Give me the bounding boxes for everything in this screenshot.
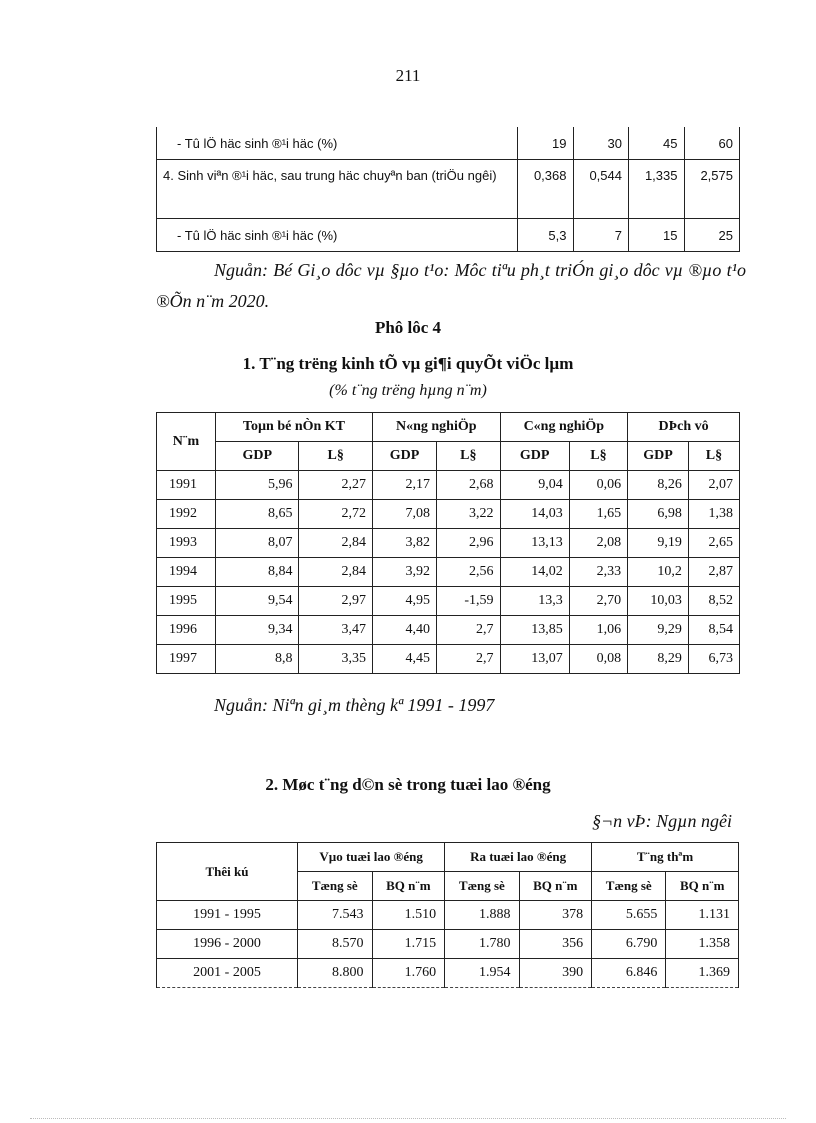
- growth-table: [156, 412, 740, 674]
- table-cell: 2,17: [372, 471, 436, 500]
- table-cell: 1.888: [445, 901, 519, 930]
- unit-note: §¬n vÞ: Ngµn ngêi: [592, 811, 732, 831]
- row-label: 1992: [157, 500, 216, 529]
- table-cell: 5,3: [518, 219, 574, 252]
- table-cell: 0,544: [573, 160, 629, 219]
- table-cell: 6.846: [592, 959, 666, 988]
- column-header: GDP: [500, 442, 569, 471]
- table-cell: 2,07: [688, 471, 739, 500]
- header-row: [157, 843, 739, 872]
- table-cell: 30: [573, 127, 629, 160]
- row-label: 1993: [157, 529, 216, 558]
- table-row: [157, 160, 740, 219]
- column-header: L§: [299, 442, 373, 471]
- table-cell: 1.760: [372, 959, 445, 988]
- table-cell: 6.790: [592, 930, 666, 959]
- table-cell: 8.800: [298, 959, 373, 988]
- table-cell: 13,3: [500, 587, 569, 616]
- table-cell: 7: [573, 219, 629, 252]
- table-cell: 3,92: [372, 558, 436, 587]
- table-cell: 6,98: [628, 500, 689, 529]
- table-cell: 3,22: [437, 500, 501, 529]
- table-cell: 10,03: [628, 587, 689, 616]
- table-cell: 4,40: [372, 616, 436, 645]
- row-label: 4. Sinh viªn ®¹i häc, sau trung häc chuyªn ban (triÖu ngêi): [157, 160, 518, 219]
- table-cell: 1.954: [445, 959, 519, 988]
- table-cell: 7.543: [298, 901, 373, 930]
- table-cell: 1.358: [666, 930, 739, 959]
- table-cell: 2,7: [437, 616, 501, 645]
- table-cell: 0,368: [518, 160, 574, 219]
- table-cell: -1,59: [437, 587, 501, 616]
- table-cell: 14,02: [500, 558, 569, 587]
- table-cell: 9,54: [216, 587, 299, 616]
- table-cell: 0,08: [569, 645, 627, 674]
- table-cell: 1,38: [688, 500, 739, 529]
- table-cell: 2,68: [437, 471, 501, 500]
- table-cell: 8.570: [298, 930, 373, 959]
- header-row: [157, 442, 740, 471]
- table-cell: 7,08: [372, 500, 436, 529]
- row-label: 1996: [157, 616, 216, 645]
- table-cell: 2,27: [299, 471, 373, 500]
- table-cell: 15: [629, 219, 685, 252]
- column-header: GDP: [372, 442, 436, 471]
- appendix-title: Phô lôc 4: [374, 318, 442, 337]
- table-cell: 1.131: [666, 901, 739, 930]
- table-cell: 13,13: [500, 529, 569, 558]
- source-note: Nguån: Bé Gi¸o dôc vµ §µo t¹o: Môc tiªu ph¸t triÓn gi¸o dôc vµ ®µo t¹o ®Õn n¨m 2020.: [156, 260, 746, 311]
- column-header: L§: [437, 442, 501, 471]
- table-cell: 3,47: [299, 616, 373, 645]
- table-cell: 2,84: [299, 529, 373, 558]
- table-cell: 2,72: [299, 500, 373, 529]
- table-cell: 0,06: [569, 471, 627, 500]
- column-header: Tæng sè: [445, 872, 519, 901]
- column-header: Tæng sè: [298, 872, 373, 901]
- table-row: [157, 959, 739, 988]
- growth-table-subtitle: (% t¨ng trëng hµng n¨m): [329, 382, 487, 399]
- header-row: [157, 413, 740, 442]
- page-bottom-rule: [30, 1118, 786, 1119]
- row-label: 1994: [157, 558, 216, 587]
- column-header: L§: [688, 442, 739, 471]
- table-cell: 2,70: [569, 587, 627, 616]
- row-label: 2001 - 2005: [157, 959, 298, 988]
- table-cell: 19: [518, 127, 574, 160]
- education-table: [156, 127, 740, 252]
- row-label: 1995: [157, 587, 216, 616]
- table-cell: 9,29: [628, 616, 689, 645]
- column-header: GDP: [628, 442, 689, 471]
- table-cell: 2,7: [437, 645, 501, 674]
- table-cell: 2,96: [437, 529, 501, 558]
- table-cell: 3,82: [372, 529, 436, 558]
- table-row: [157, 219, 740, 252]
- table-cell: 2,97: [299, 587, 373, 616]
- table-cell: 6,73: [688, 645, 739, 674]
- table-cell: 2,575: [684, 160, 740, 219]
- table-cell: 2,33: [569, 558, 627, 587]
- column-header: BQ n¨m: [372, 872, 445, 901]
- table-row: [157, 930, 739, 959]
- table-cell: 8,07: [216, 529, 299, 558]
- table-cell: 5.655: [592, 901, 666, 930]
- table-row: [157, 500, 740, 529]
- table-cell: 1.369: [666, 959, 739, 988]
- column-header: GDP: [216, 442, 299, 471]
- table-row: [157, 587, 740, 616]
- table-cell: 1,65: [569, 500, 627, 529]
- table-cell: 25: [684, 219, 740, 252]
- table-cell: 1.510: [372, 901, 445, 930]
- column-header: BQ n¨m: [666, 872, 739, 901]
- table-cell: 1,335: [629, 160, 685, 219]
- table-cell: 1.715: [372, 930, 445, 959]
- table-cell: 8,8: [216, 645, 299, 674]
- table-cell: 8,52: [688, 587, 739, 616]
- table-cell: 2,08: [569, 529, 627, 558]
- group-header: Ra tuæi lao ®éng: [445, 843, 592, 872]
- year-header: N¨m: [157, 413, 216, 471]
- table-cell: 3,35: [299, 645, 373, 674]
- row-label: 1991: [157, 471, 216, 500]
- table-row: [157, 616, 740, 645]
- table-cell: 8,29: [628, 645, 689, 674]
- table-row: [157, 558, 740, 587]
- table-cell: 1,06: [569, 616, 627, 645]
- row-label: - Tû lÖ häc sinh ®¹i häc (%): [157, 219, 518, 252]
- row-label: 1997: [157, 645, 216, 674]
- table-cell: 13,07: [500, 645, 569, 674]
- column-header: Tæng sè: [592, 872, 666, 901]
- row-label: - Tû lÖ häc sinh ®¹i häc (%): [157, 127, 518, 160]
- table-cell: 5,96: [216, 471, 299, 500]
- group-header: Toµn bé nÒn KT: [216, 413, 373, 442]
- page-number: 211: [395, 66, 421, 85]
- table-cell: 9,04: [500, 471, 569, 500]
- table-row: [157, 901, 739, 930]
- table-cell: 2,56: [437, 558, 501, 587]
- table-cell: 45: [629, 127, 685, 160]
- table-cell: 8,26: [628, 471, 689, 500]
- table-cell: 8,84: [216, 558, 299, 587]
- group-header: C«ng nghiÖp: [500, 413, 628, 442]
- table-cell: 2,65: [688, 529, 739, 558]
- table-row: [157, 529, 740, 558]
- table-cell: 9,19: [628, 529, 689, 558]
- table-row: [157, 127, 740, 160]
- table-cell: 4,45: [372, 645, 436, 674]
- labor-table: [156, 842, 739, 988]
- growth-table-title: 1. T¨ng trëng kinh tÕ vµ gi¶i quyÕt viÖc lµm: [242, 354, 574, 373]
- table-row: [157, 645, 740, 674]
- labor-table-title: 2. Møc t¨ng d©n sè trong tuæi lao ®éng: [265, 775, 551, 794]
- table-cell: 8,65: [216, 500, 299, 529]
- group-header: N«ng nghiÖp: [372, 413, 500, 442]
- table-cell: 8,54: [688, 616, 739, 645]
- table-cell: 390: [519, 959, 592, 988]
- column-header: BQ n¨m: [519, 872, 592, 901]
- table-cell: 356: [519, 930, 592, 959]
- group-header: DÞch vô: [628, 413, 740, 442]
- table-row: [157, 471, 740, 500]
- column-header: L§: [569, 442, 627, 471]
- period-header: Thêi kú: [157, 843, 298, 901]
- table-cell: 4,95: [372, 587, 436, 616]
- table-cell: 10,2: [628, 558, 689, 587]
- table-cell: 1.780: [445, 930, 519, 959]
- row-label: 1996 - 2000: [157, 930, 298, 959]
- table-cell: 13,85: [500, 616, 569, 645]
- group-header: Vµo tuæi lao ®éng: [298, 843, 445, 872]
- table-cell: 2,84: [299, 558, 373, 587]
- table-cell: 9,34: [216, 616, 299, 645]
- table-cell: 60: [684, 127, 740, 160]
- table-cell: 14,03: [500, 500, 569, 529]
- group-header: T¨ng thªm: [592, 843, 739, 872]
- row-label: 1991 - 1995: [157, 901, 298, 930]
- table-cell: 378: [519, 901, 592, 930]
- table-cell: 2,87: [688, 558, 739, 587]
- source-note: Nguån: Niªn gi¸m thèng kª 1991 - 1997: [214, 695, 495, 715]
